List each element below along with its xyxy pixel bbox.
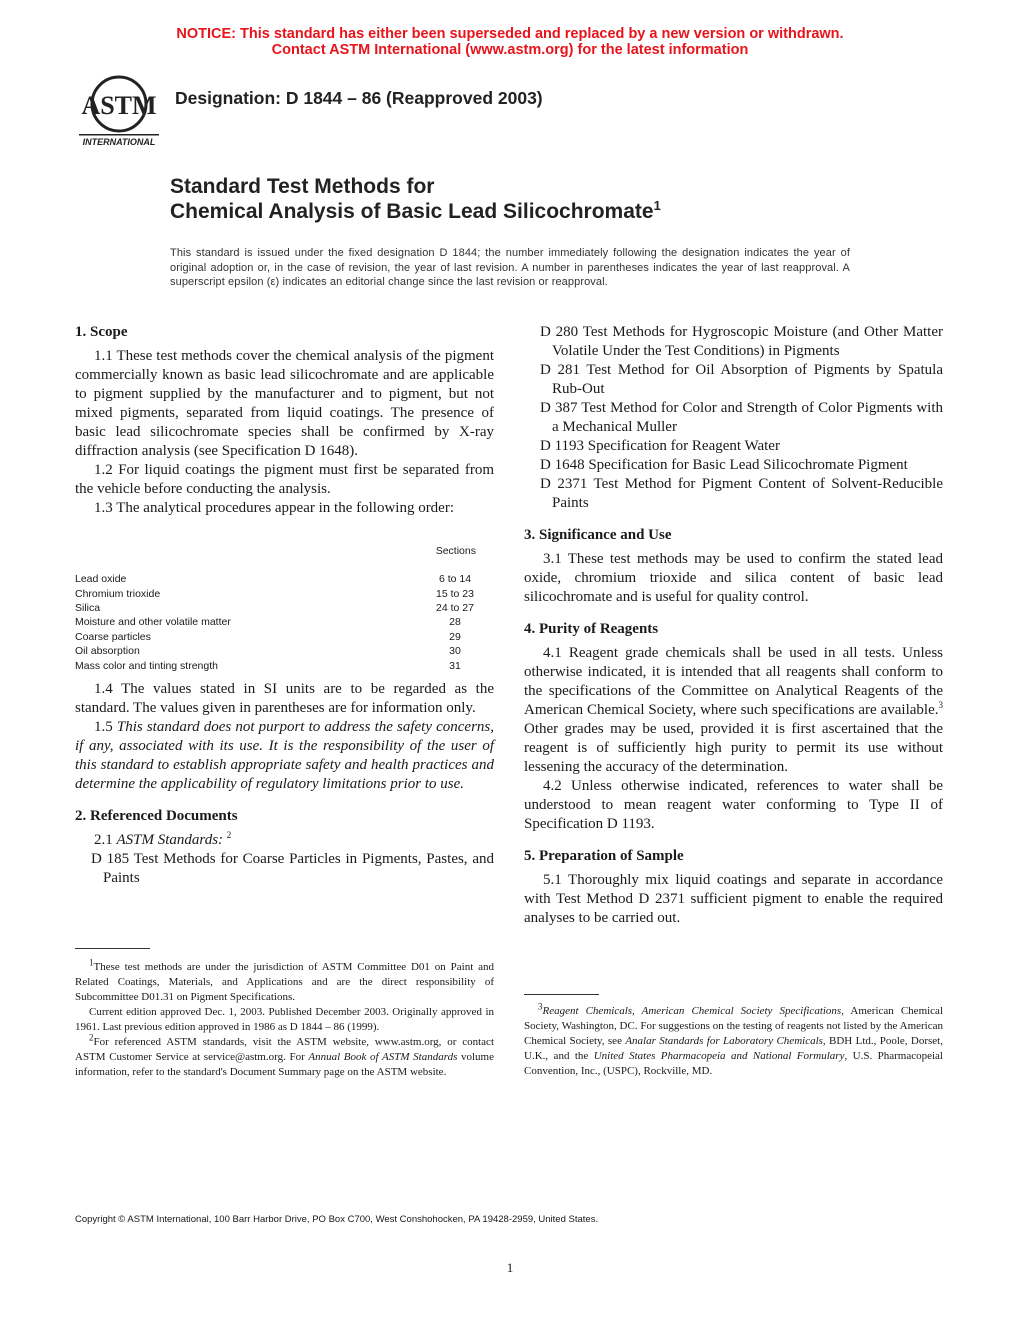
copyright-notice: Copyright © ASTM International, 100 Barr Harbor Drive, PO Box C700, West Conshohocken, PA 19428-2959, United States. — [75, 1214, 599, 1225]
section-range: 28 — [449, 616, 461, 629]
astm-standards-label: ASTM Standards: — [116, 832, 224, 848]
para-4-1 — [524, 644, 943, 777]
ref-d280: D 280 Test Methods for Hygroscopic Moisture (and Other Matter Volatile Under the Test Conditions) in Pigments — [540, 324, 943, 359]
ref-d2371: D 2371 Test Method for Pigment Content of Solvent-Reducible Paints — [540, 476, 943, 511]
svg-text:INTERNATIONAL: INTERNATIONAL — [82, 137, 156, 147]
footnote-text: For referenced ASTM standards, visit the ASTM website, www.astm.org, or contact ASTM Customer Service at service@astm.org. For — [75, 1036, 494, 1063]
footnote-marker: 1 — [89, 957, 94, 968]
para-number: 2.1 — [94, 832, 117, 848]
table-row — [75, 601, 485, 615]
issuance-note: This standard is issued under the fixed designation D 1844; the number immediately following the designation indicates the year of original adoption or, in the case of revision, the year of last revision. A number in parentheses indicates the year of last reapproval. A superscript epsilon (ε) indicates an editorial change since the last revision or reapproval. — [170, 247, 850, 288]
table-row — [75, 644, 485, 658]
footnote-text: , BDH Ltd., Poole, Dorset, U.K., and the — [524, 1035, 943, 1062]
section-name: Silica — [75, 601, 101, 614]
section-name: Lead oxide — [75, 573, 127, 586]
footnote-3 — [524, 1001, 943, 1079]
para-1-5 — [75, 718, 494, 794]
section-name: Oil absorption — [75, 645, 140, 658]
section-name: Chromium trioxide — [75, 587, 161, 600]
section-range: 15 to 23 — [436, 587, 474, 600]
page-number: 1 — [506, 1260, 514, 1275]
section-name: Coarse particles — [75, 630, 151, 643]
footnote-divider — [75, 948, 150, 949]
footnotes-right — [524, 1001, 943, 1079]
designation: Designation: D 1844 – 86 (Reapproved 2003) — [175, 88, 543, 108]
para-1-2: 1.2 For liquid coatings the pigment must first be separated from the vehicle before conducting the analysis. — [75, 462, 494, 497]
footnote-divider — [524, 994, 599, 995]
footnote-text: These test methods are under the jurisdiction of ASTM Committee D01 on Paint and Related Coatings, Materials, and Applications and are the direct responsibility of Subcommittee D01.31 on Pigment Specifications. — [75, 961, 494, 1003]
title-footnote-ref: 1 — [653, 198, 661, 213]
section-scope-cont — [75, 680, 494, 888]
section-name: Moisture and other volatile matter — [75, 616, 231, 629]
ref-d1648: D 1648 Specification for Basic Lead Silicochromate Pigment — [540, 457, 908, 473]
document-title — [170, 174, 661, 224]
section-range: 6 to 14 — [438, 573, 472, 586]
footnote-text: volume information, refer to the standard's Document Summary page on the ASTM website. — [75, 1051, 494, 1078]
footnote-ref: 3 — [938, 700, 943, 710]
title-line-2: Chemical Analysis of Basic Lead Silicochromate — [170, 200, 654, 223]
svg-text:ASTM: ASTM — [81, 91, 157, 120]
table-row — [75, 615, 485, 629]
footnote-2 — [75, 1032, 494, 1080]
para-number: 1.5 — [94, 719, 117, 735]
significance-heading: 3. Significance and Use — [524, 527, 672, 543]
ref-d281: D 281 Test Method for Oil Absorption of Pigments by Spatula Rub-Out — [540, 362, 943, 397]
ref-d1193: D 1193 Specification for Reagent Water — [540, 438, 780, 454]
purity-heading: 4. Purity of Reagents — [524, 621, 659, 637]
footnote-italic: Analar Standards for Laboratory Chemicals — [625, 1035, 823, 1047]
para-1-3: 1.3 The analytical procedures appear in the following order: — [94, 500, 455, 516]
safety-statement: This standard does not purport to address the safety concerns, if any, associated with its use. It is the responsibility of the user of this standard to establish appropriate safety and health practices and determine the applicability of regulatory limitations prior to use. — [75, 719, 495, 792]
para-4-2: 4.2 Unless otherwise indicated, references to water shall be understood to mean reagent water conforming to Type II of Specification D 1193. — [524, 778, 943, 832]
table-row — [75, 630, 485, 644]
refdocs-heading: 2. Referenced Documents — [75, 808, 238, 824]
footnote-1-edition: Current edition approved Dec. 1, 2003. Published December 2003. Originally approved in 1961. Last previous edition approved in 1986 as D 1844 – 86 (1999). — [75, 1006, 494, 1033]
footnote-marker: 2 — [89, 1032, 94, 1043]
astm-logo — [76, 74, 162, 148]
footnote-italic: United States Pharmacopeia and National Formulary — [593, 1050, 845, 1062]
para-5-1: 5.1 Thoroughly mix liquid coatings and separate in accordance with Test Method D 2371 sufficient pigment to enable the required analyses to be carried out. — [524, 872, 943, 926]
section-name: Mass color and tinting strength — [75, 659, 218, 672]
footnote-text: , U.S. Pharmacopeial Convention, Inc., (USPC), Rockville, MD. — [524, 1050, 943, 1077]
table-row — [75, 572, 485, 586]
footnote-text: , American Chemical Society, Washington, DC. For suggestions on the testing of reagents not listed by the American Chemical Society, see — [524, 1005, 943, 1047]
section-range: 24 to 27 — [436, 601, 474, 614]
notice-line-1: NOTICE: This standard has either been superseded and replaced by a new version or withdrawn. — [176, 26, 844, 42]
section-scope — [75, 323, 494, 518]
para-3-1: 3.1 These test methods may be used to confirm the stated lead oxide, chromium trioxide and silica content of basic lead silicochromate and is useful for quality control. — [524, 551, 943, 605]
footnote-ref: 2 — [226, 830, 232, 840]
para-2-1 — [75, 831, 494, 850]
para-text: 4.1 Reagent grade chemicals shall be used in all tests. Unless otherwise indicated, it is intended that all reagents shall conform to the specifications of the Committee on Analytical Reagents of the American Chemical Society, where such specifications are available. — [524, 645, 943, 718]
table-row — [75, 658, 485, 672]
table-row — [75, 586, 485, 600]
para-1-1: 1.1 These test methods cover the chemical analysis of the pigment commercially known as basic lead silicochromate and are applicable to pigment supplied by the manufacturer and to pigment, but not mixed pigments, separated from liquid coatings. The presence of basic lead silicochromate species shall be confirmed by X-ray diffraction analysis (see Specification D 1648). — [75, 348, 494, 459]
footnotes-left — [75, 957, 494, 1080]
ref-d387: D 387 Test Method for Color and Strength of Color Pigments with a Mechanical Muller — [540, 400, 943, 435]
footnote-italic: Reagent Chemicals, American Chemical Society Specifications — [542, 1005, 842, 1017]
preparation-heading: 5. Preparation of Sample — [524, 848, 684, 864]
right-column — [524, 323, 943, 928]
title-line-1: Standard Test Methods for — [170, 175, 435, 198]
footnote-1 — [75, 957, 494, 1005]
section-range: 31 — [449, 659, 461, 672]
ref-d185: D 185 Test Methods for Coarse Particles in Pigments, Pastes, and Paints — [91, 851, 494, 886]
scope-heading: 1. Scope — [75, 324, 128, 340]
section-range: 30 — [449, 645, 461, 658]
para-text: Other grades may be used, provided it is first ascertained that the reagent is of sufficiently high purity to permit its use without lessening the accuracy of the determination. — [524, 721, 943, 775]
notice-line-2: Contact ASTM International (www.astm.org) for the latest information — [271, 42, 749, 58]
footnote-italic: Annual Book of ASTM Standards — [308, 1051, 458, 1063]
section-range: 29 — [449, 630, 461, 643]
sections-table — [75, 572, 485, 673]
sections-header: Sections — [435, 545, 476, 557]
para-1-4: 1.4 The values stated in SI units are to be regarded as the standard. The values given in parentheses are for information only. — [75, 681, 494, 716]
notice-banner — [0, 26, 1020, 58]
footnote-marker: 3 — [538, 1001, 543, 1012]
